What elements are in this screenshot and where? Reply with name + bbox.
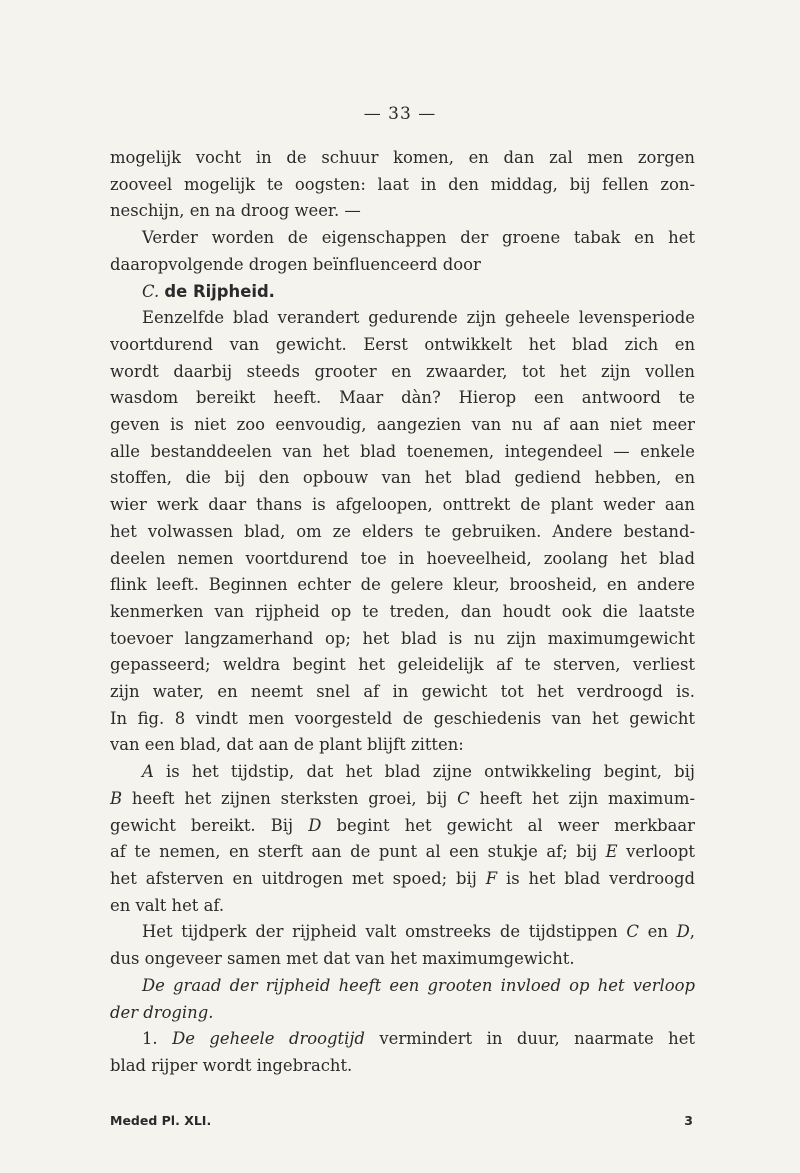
text-run: af te nemen, en sterft aan de punt al een stukje af; bij xyxy=(110,842,606,862)
text-line: wier werk daar thans is afgeloopen, onttrekt de plant weder aan xyxy=(110,495,695,515)
point-label: D xyxy=(308,815,322,835)
text-line: dus ongeveer samen met dat van het maximumgewicht. xyxy=(110,949,575,969)
point-label: E xyxy=(605,842,618,862)
text-line: neschijn, en na droog weer. — xyxy=(110,201,361,221)
text-run: is het blad verdroogd xyxy=(497,868,695,888)
text-run: vermindert in duur, naarmate het xyxy=(364,1029,695,1049)
text-line: gepasseerd; weldra begint het geleidelijk af te sterven, verliest xyxy=(110,655,695,675)
text-run: verloopt xyxy=(617,842,696,862)
paragraph xyxy=(110,1026,695,1079)
text-run: Het tijdperk der rijpheid valt omstreeks de tijdstippen xyxy=(142,922,627,942)
point-label: C xyxy=(457,788,470,808)
text-run: heeft het zijn maximum- xyxy=(469,788,695,808)
text-line xyxy=(110,786,695,813)
text-line: stoffen, die bij den opbouw van het blad gediend hebben, en xyxy=(110,468,695,488)
text-line: flink leeft. Beginnen echter de gelere kleur, broosheid, en andere xyxy=(110,575,695,595)
page-footer xyxy=(110,1113,693,1128)
paragraph xyxy=(110,145,695,225)
text-line: wordt daarbij steeds grooter en zwaarder, tot het zijn vollen xyxy=(110,361,695,381)
paragraph xyxy=(110,919,695,972)
text-line xyxy=(110,919,695,946)
text-line xyxy=(110,813,695,840)
text-line: blad rijper wordt ingebracht. xyxy=(110,1055,353,1075)
text-run: begint het gewicht al weer merkbaar xyxy=(321,815,695,835)
text-line: zooveel mogelijk te oogsten: laat in den middag, bij fellen zon- xyxy=(110,174,695,194)
text-line: toevoer langzamerhand op; het blad is nu zijn maximumgewicht xyxy=(110,628,695,648)
text-run: gewicht bereikt. Bij xyxy=(110,815,309,835)
text-line: van een blad, dat aan de plant blijft zitten: xyxy=(110,735,464,755)
list-number: 1. xyxy=(142,1029,158,1049)
text-line: voortdurend van gewicht. Eerst ontwikkelt het blad zich en xyxy=(110,334,695,354)
text-line: alle bestanddeelen van het blad toenemen, integendeel — enkele xyxy=(110,441,695,461)
paragraph xyxy=(110,225,695,278)
text-line xyxy=(110,759,695,786)
point-label: B xyxy=(110,788,123,808)
paragraph xyxy=(110,759,695,919)
body-text xyxy=(110,145,695,1080)
text-line: Eenzelfde blad verandert gedurende zijn geheele levensperiode xyxy=(142,308,695,328)
text-run: heeft het zijnen sterksten groei, bij xyxy=(122,788,458,808)
point-label: C xyxy=(626,922,639,942)
text-line: De graad der rijpheid heeft een grooten invloed op het verloop xyxy=(142,975,695,995)
text-line: wasdom bereikt heeft. Maar dàn? Hierop een antwoord te xyxy=(110,388,695,408)
paragraph xyxy=(110,973,695,1026)
text-run: het afsterven en uitdrogen met spoed; bij xyxy=(110,868,486,888)
footer-signature: Meded Pl. XLI. xyxy=(110,1113,212,1128)
text-line xyxy=(110,1026,695,1053)
paragraph xyxy=(110,305,695,759)
text-line xyxy=(110,866,695,893)
emphasis: De geheele droogtijd xyxy=(172,1029,365,1049)
text-line: mogelijk vocht in de schuur komen, en dan zal men zorgen xyxy=(110,148,695,167)
text-run: en xyxy=(638,922,677,942)
section-heading xyxy=(110,279,695,306)
point-label: A xyxy=(142,762,154,782)
text-run: , xyxy=(689,922,695,942)
text-line: kenmerken van rijpheid op te treden, dan houdt ook die laatste xyxy=(110,601,695,621)
point-label: D xyxy=(676,922,690,942)
text-line: deelen nemen voortdurend toe in hoeveelheid, zoolang het blad xyxy=(110,548,695,568)
point-label: F xyxy=(485,868,498,888)
section-letter: C. xyxy=(142,281,160,301)
page-number: — 33 — xyxy=(363,104,437,124)
text-line: geven is niet zoo eenvoudig, aangezien van nu af aan niet meer xyxy=(110,415,695,435)
text-line: het volwassen blad, om ze elders te gebruiken. Andere bestand- xyxy=(110,521,695,541)
text-line xyxy=(110,839,695,866)
text-run: is het tijdstip, dat het blad zijne ontwikkeling begint, bij xyxy=(153,762,695,782)
section-title: de Rijpheid. xyxy=(164,281,275,301)
footer-sheet-number: 3 xyxy=(684,1113,693,1128)
text-line: daaropvolgende drogen beïnfluenceerd door xyxy=(110,254,481,274)
text-line: In fig. 8 vindt men voorgesteld de geschiedenis van het gewicht xyxy=(110,708,695,728)
text-line: zijn water, en neemt snel af in gewicht tot het verdroogd is. xyxy=(110,682,695,702)
text-line: Verder worden de eigenschappen der groene tabak en het xyxy=(142,228,695,248)
text-line: der droging. xyxy=(110,1002,214,1022)
text-line: en valt het af. xyxy=(110,895,225,915)
